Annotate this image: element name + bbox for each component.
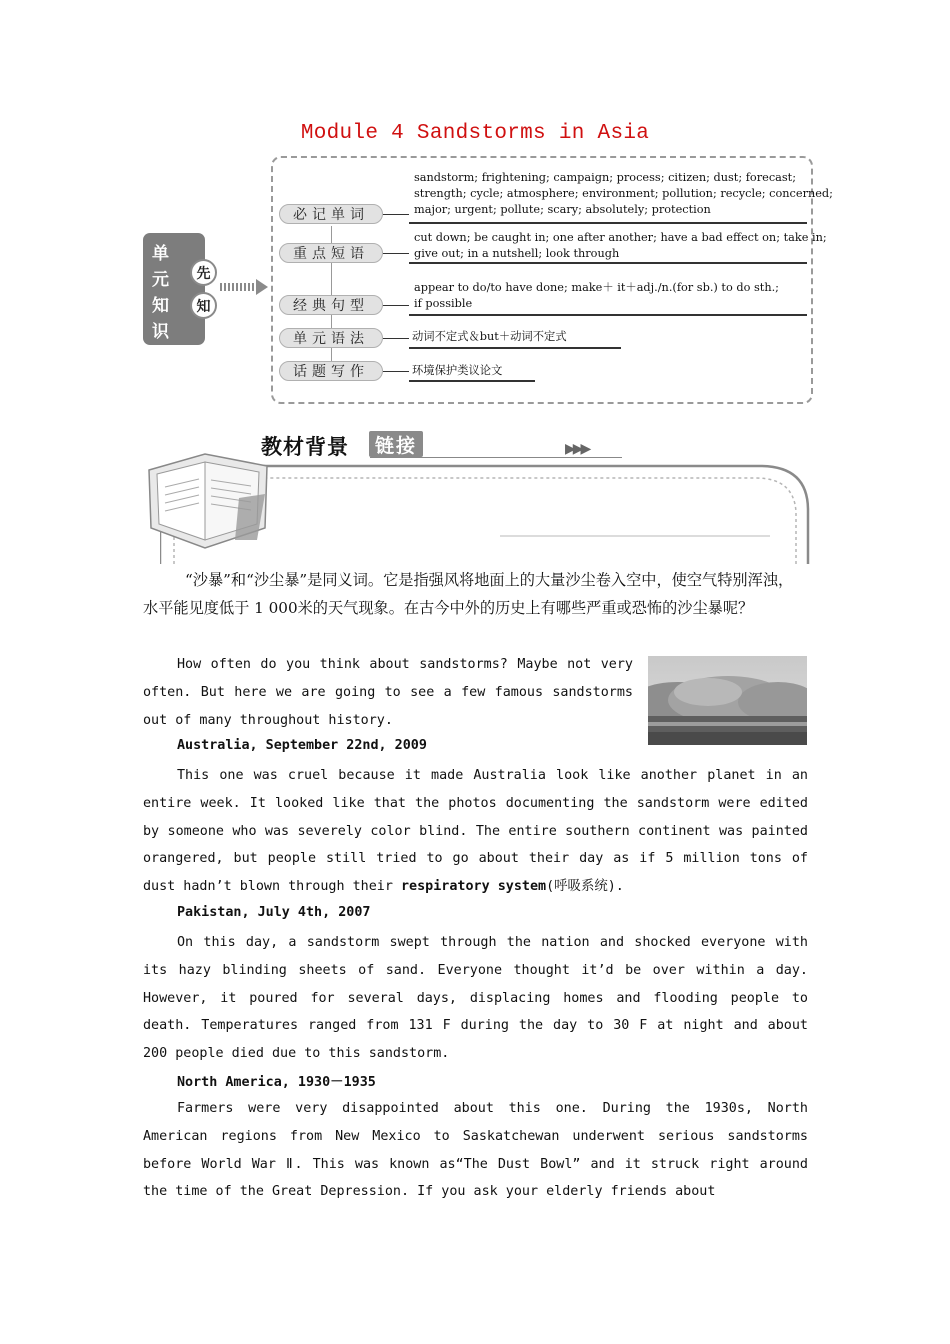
row-text: 环境保护类议论文 [412, 364, 503, 377]
row-text [414, 230, 827, 262]
section-heading-north-america: North America, 1930－1935 [177, 1075, 376, 1090]
row-line-text: sandstorm; frightening; campaign; process; citizen; dust; forecast; [414, 171, 797, 184]
row-underline [409, 380, 535, 382]
circle-label: 先 [190, 259, 217, 286]
row-text [414, 280, 779, 312]
text-run: This one was cruel because it made Australia look like another planet in an entire week. It looked like that the photos documenting the sandstorm were edited by someone who was severely color blind. The entire southern continent was painted orangered, but people still tried to go about their day as if 5 million tons of dust hadn’t blown through their [143, 768, 808, 895]
category-grammar: 单元语法 [279, 328, 383, 348]
row-connector [383, 253, 409, 254]
row-line-text: cut down; be caught in; one after another; have a bad effect on; take in; [414, 231, 827, 244]
sandstorm-image [648, 656, 807, 745]
row-line-text: major; urgent; pollute; scary; absolutely; protection [414, 203, 711, 216]
category-phrases: 重点短语 [279, 243, 383, 263]
section-heading-badge: 链接 [369, 431, 423, 457]
bold-term: respiratory system [400, 879, 547, 895]
section-text-pakistan: On this day, a sandstorm swept through the nation and shocked everyone with its hazy blinding sheets of sand. Everyone thought it’d be over within a day. However, it poured for several days, displacing homes and flooding people to death. Temperatures ranged from 131 F during the day to 30 F at night and about 200 people died due to this sandstorm. [143, 935, 808, 1062]
row-underline [409, 347, 621, 349]
row-connector [383, 305, 409, 306]
text-run: (呼吸系统). [546, 879, 624, 895]
section-text-australia [143, 762, 808, 901]
row-underline [409, 262, 807, 264]
sandstorm-photo [648, 656, 807, 745]
module-title: Module 4 Sandstorms in Asia [300, 122, 650, 145]
row-underline [409, 314, 807, 316]
section-text-north-america: Farmers were very disappointed about this one. During the 1930s, North American regions from New Mexico to Saskatchewan underwent serious sandstorms before World War Ⅱ. This was known as“The Dust Bowl” and it struck right around the time of the Great Depression. If you ask your elderly friends about [143, 1101, 808, 1200]
arrow-dashes [220, 283, 260, 291]
row-connector [383, 214, 409, 215]
row-line-text: give out; in a nutshell; look through [414, 247, 620, 260]
intro-chinese: “沙暴”和“沙尘暴”是同义词。它是指强风将地面上的大量沙尘卷入空中，使空气特别浑浊，水平能见度低于 1 000米的天气现象。在古今中外的历史上有哪些严重或恐怖的沙尘暴呢？ [143, 571, 794, 617]
unit-knowledge-badge [143, 233, 205, 345]
row-text [414, 170, 833, 218]
row-connector [383, 338, 409, 339]
open-book-icon [143, 432, 271, 550]
category-words: 必记单词 [279, 204, 383, 224]
heading-underline [370, 457, 622, 458]
arrow-icon [256, 279, 268, 295]
row-underline [409, 222, 807, 224]
section-heading-australia: Australia, September 22nd, 2009 [177, 738, 427, 753]
row-line-text: if possible [414, 297, 473, 310]
category-sentences: 经典句型 [279, 295, 383, 315]
row-text: 动词不定式＆but＋动词不定式 [412, 330, 567, 343]
circle-label: 知 [190, 292, 217, 319]
section-heading-pakistan: Pakistan, July 4th, 2007 [177, 905, 371, 920]
section-heading: 教材背景 [261, 435, 349, 459]
badge-char: 知 [152, 296, 169, 316]
row-line-text: appear to do/to have done; make＋ it＋adj./n.(for sb.) to do sth.; [414, 281, 779, 294]
chevrons-icon: ▶▶▶ [565, 441, 589, 457]
intro-english: How often do you think about sandstorms? Maybe not very often. But here we are going to see a few famous sandstorms out of many throughout history. [143, 657, 633, 728]
category-writing: 话题写作 [279, 361, 383, 381]
row-connector [383, 371, 409, 372]
badge-char: 单 [152, 244, 169, 264]
badge-char: 元 [152, 270, 169, 290]
badge-char: 识 [152, 322, 169, 342]
row-line-text: strength; cycle; atmosphere; environment; pollution; recycle; concerned; [414, 187, 833, 200]
